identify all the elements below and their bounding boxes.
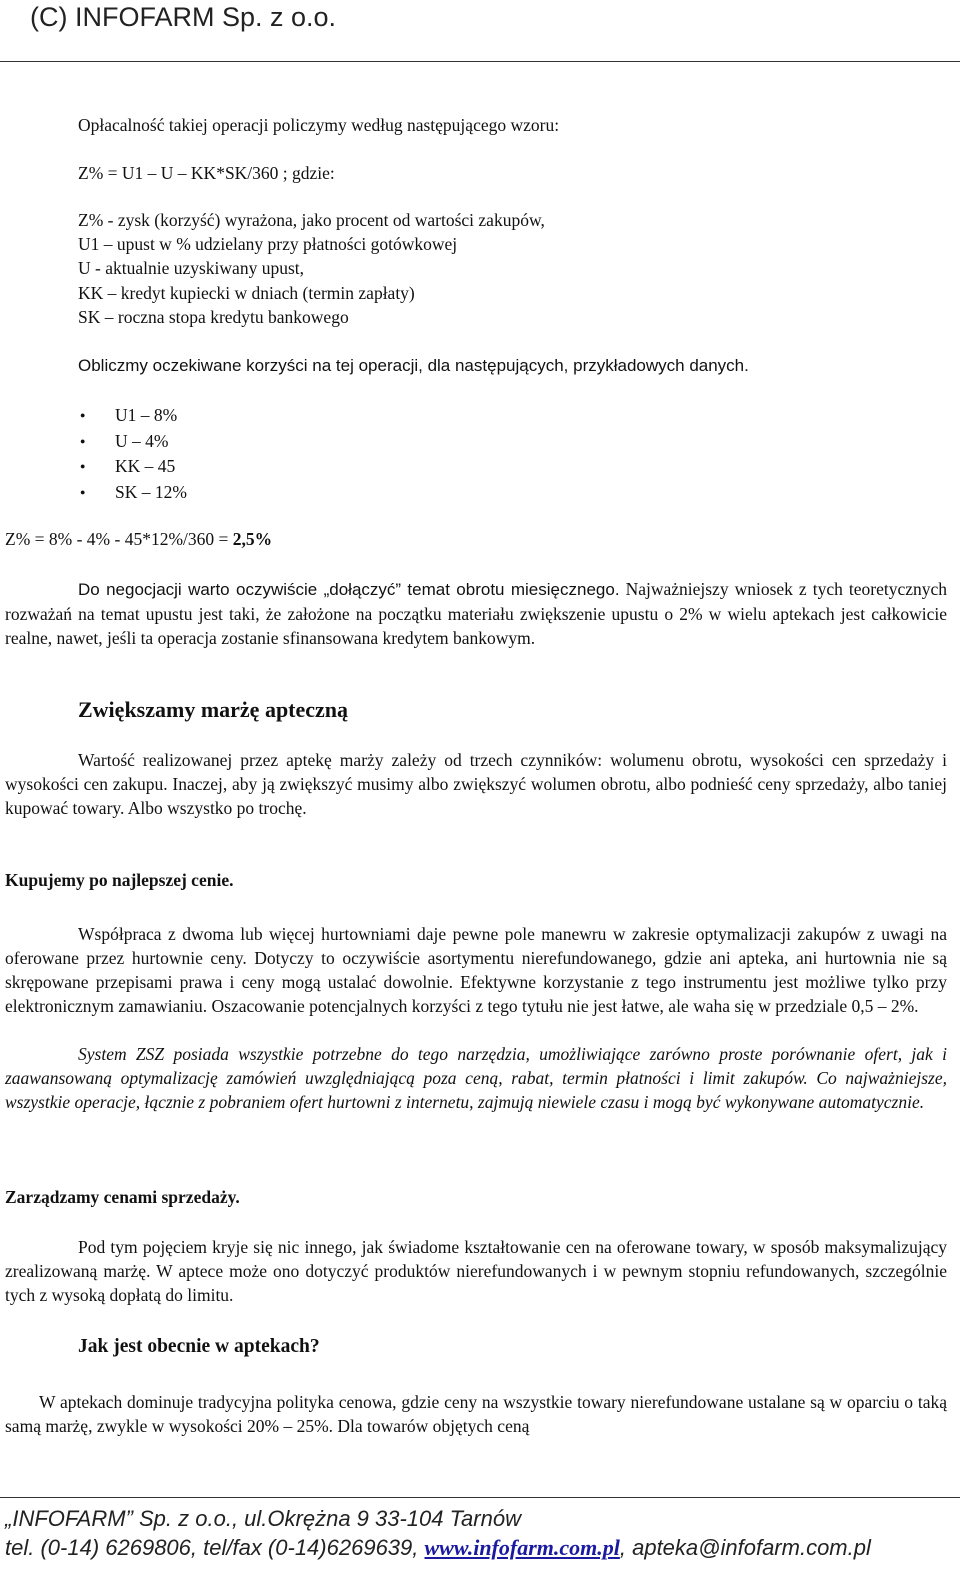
current-state-paragraph: W aptekach dominuje tradycyjna polityka cenowa, gdzie ceny na wszystkie towary nierefundowane ustalane są w oparciu o taką samą marżę, zwykle w wysokości 20% – 25%. Dla towarów objętych ceną	[5, 1392, 947, 1436]
buying-paragraph: Współpraca z dwoma lub więcej hurtowniami daje pewne pole manewru w zakresie optymalizacji zakupów z uwagi na oferowane przez hurtownie ceny. Dotyczy to oczywiście asortymentu nierefundowanego, gdzie ani apteka, ani hurtownia nie są skrępowane przepisami prawa i ceny mogą ustalać dowolnie. Efektywne korzystanie z tego instrumentu jest możliwe tylko przy elektronicznym zamawianiu. Oszacowanie potencjalnych korzyści z tego tytułu nie jest łatwe, ale waha się w przedziale 0,5 – 2%.	[5, 924, 947, 1016]
footer-email: , apteka@infofarm.com.pl	[619, 1535, 871, 1560]
definition-item: SK – roczna stopa kredytu bankowego	[78, 307, 349, 327]
negotiation-conclusion: Najważniejszy wniosek z tych teoretycznych rozważań na temat upustu jest taki, że założone na początku materiału zwiększenie upustu o 2% w wielu aptekach jest całkowicie realne, nawet, jeśli ta operacja zostanie sfinansowana kredytem bankowym.	[5, 579, 947, 648]
buying-italic-paragraph	[5, 1042, 947, 1114]
header-divider	[0, 61, 960, 62]
formula-intro: Opłacalność takiej operacji policzymy według następującego wzoru:	[78, 115, 560, 135]
result-value: 2,5%	[232, 529, 273, 549]
negotiation-paragraph	[5, 577, 947, 650]
result-line	[5, 528, 272, 550]
subheading-current-state: Jak jest obecnie w aptekach?	[78, 1336, 320, 1357]
section-heading-pricing: Zarządzamy cenami sprzedaży.	[5, 1187, 240, 1207]
footer-divider	[0, 1497, 960, 1498]
formula: Z% = U1 – U – KK*SK/360 ; gdzie:	[78, 163, 335, 183]
list-item: ● U1 – 8%	[80, 403, 187, 429]
pricing-paragraph: Pod tym pojęciem kryje się nic innego, jak świadome kształtowanie cen na oferowane towary, w sposób maksymalizujący zrealizowaną marżę. W aptece może ono dotyczyć produktów nierefundowanych i w pewnym stopniu refundowanych, szczególnie tych z wysoką dopłatą do limitu.	[5, 1237, 947, 1305]
section-heading-buying: Kupujemy po najlepszej cenie.	[5, 870, 234, 890]
footer-address: „INFOFARM” Sp. z o.o., ul.Okrężna 9 33-104 Tarnów	[5, 1506, 521, 1531]
website-link[interactable]: www.infofarm.com.pl	[424, 1535, 620, 1560]
example-intro: Obliczmy oczekiwane korzyści na tej operacji, dla następujących, przykładowych danych.	[78, 356, 749, 375]
definition-item: U - aktualnie uzyskiwany upust,	[78, 258, 304, 278]
footer-phone: tel. (0-14) 6269806, tel/fax (0-14)6269639,	[5, 1535, 425, 1560]
definition-item: KK – kredyt kupiecki w dniach (termin zapłaty)	[78, 283, 415, 303]
list-item: ● KK – 45	[80, 454, 187, 480]
example-values-list	[80, 403, 187, 505]
footer-contact	[5, 1534, 871, 1562]
definition-item: U1 – upust w % udzielany przy płatności gotówkowej	[78, 234, 458, 254]
negotiation-sentence: Do negocjacji warto oczywiście „dołączyć” temat obrotu miesięcznego.	[78, 580, 620, 599]
italic-text: System ZSZ posiada wszystkie potrzebne do tego narzędzia, umożliwiające zarówno proste porównanie ofert, jak i zaawansowaną optymalizację zamówień uwzględniającą poza ceną, rabat, termin płatności i limit zakupów. Co najważniejsze, wszystkie operacje, łącznie z pobraniem ofert hurtowni z internetu, zajmują niewiele czasu i mogą być wykonywane automatycznie.	[5, 1044, 947, 1112]
definition-item: Z% - zysk (korzyść) wyrażona, jako procent od wartości zakupów,	[78, 210, 545, 230]
margin-paragraph: Wartość realizowanej przez aptekę marży zależy od trzech czynników: wolumenu obrotu, wysokości cen sprzedaży i wysokości cen zakupu. Inaczej, aby ją zwiększyć musimy albo zwiększyć wolumen obrotu, albo podnieść ceny sprzedaży, albo taniej kupować towary. Albo wszystko po trochę.	[5, 750, 947, 818]
list-item: ● SK – 12%	[80, 480, 187, 506]
list-item: ● U – 4%	[80, 429, 187, 455]
result-calculation: Z% = 8% - 4% - 45*12%/360 =	[5, 529, 233, 549]
section-heading-margin: Zwiększamy marżę apteczną	[78, 697, 349, 722]
page-header: (C) INFOFARM Sp. z o.o.	[30, 2, 337, 32]
